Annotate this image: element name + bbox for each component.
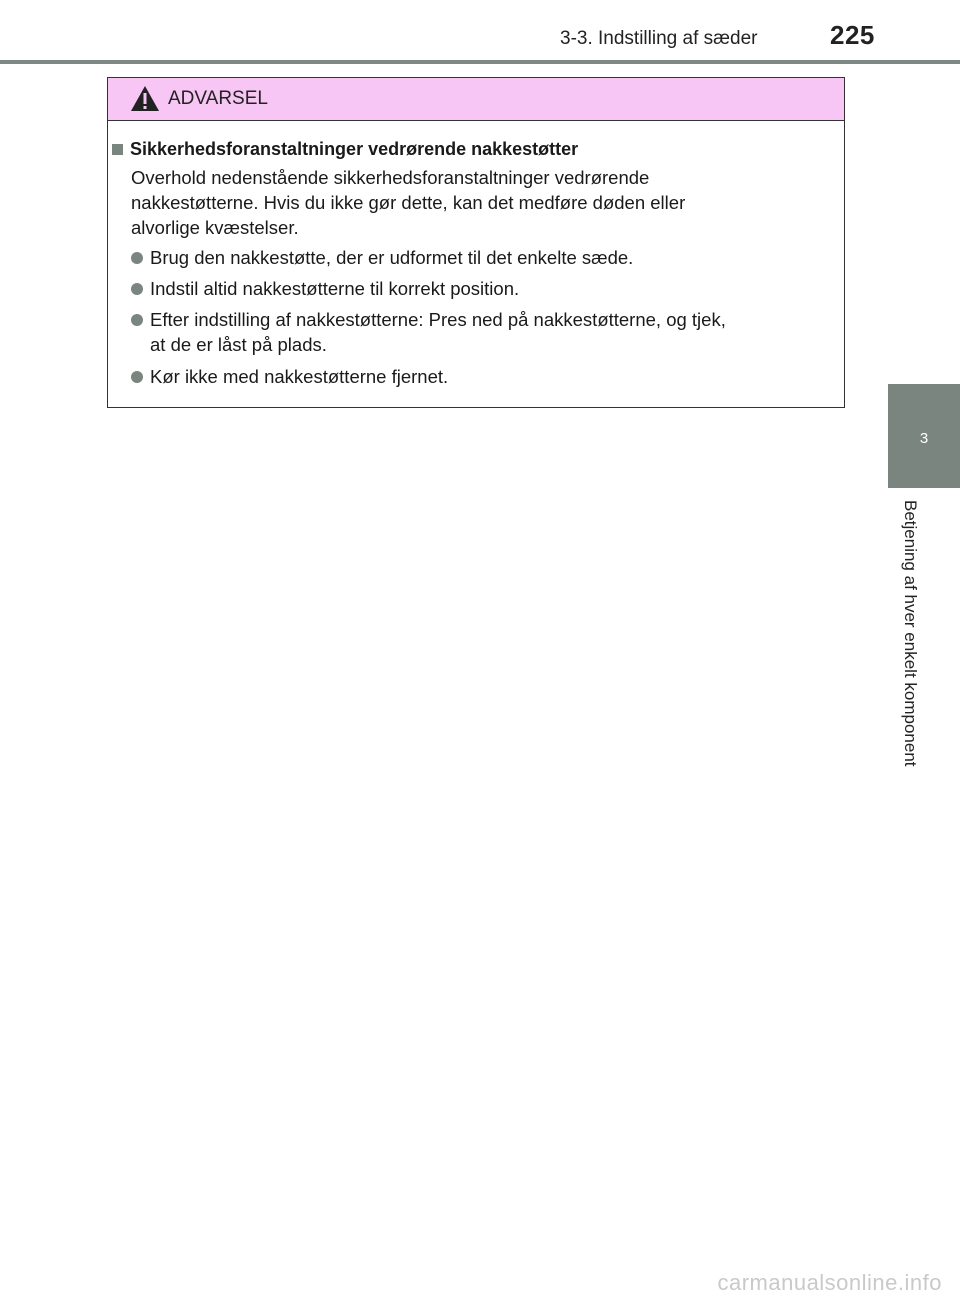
chapter-label: Betjening af hver enkelt komponent xyxy=(901,500,920,767)
bullet-dot-icon xyxy=(131,252,143,264)
list-item xyxy=(131,245,831,270)
warning-triangle-icon xyxy=(130,85,160,112)
warning-header xyxy=(108,78,844,121)
bullet-dot-icon xyxy=(131,371,143,383)
section-heading xyxy=(112,139,578,160)
bullet-dot-icon xyxy=(131,314,143,326)
list-item-text: Brug den nakkestøtte, der er udformet til det enkelte sæde. xyxy=(150,247,634,268)
warning-label: ADVARSEL xyxy=(168,88,268,109)
intro-paragraph: Overhold nedenstående sikkerhedsforanstaltninger vedrørende nakkestøtterne. Hvis du ikke gør dette, kan det medføre døden eller alvorlige kvæstelser. xyxy=(131,167,686,238)
page-number: 225 xyxy=(830,20,875,50)
footer-watermark: carmanualsonline.info xyxy=(717,1270,942,1295)
header-rule xyxy=(0,60,960,64)
list-item xyxy=(131,276,831,301)
chapter-label-area xyxy=(888,490,960,1306)
list-item-text: Efter indstilling af nakkestøtterne: Pres ned på nakkestøtterne, og tjek, at de er låst på plads. xyxy=(150,309,726,355)
section-title: 3-3. Indstilling af sæder xyxy=(560,28,758,49)
list-item-text: Indstil altid nakkestøtterne til korrekt position. xyxy=(150,278,520,299)
list-item xyxy=(131,364,831,389)
list-item xyxy=(131,307,741,357)
chapter-tab xyxy=(888,384,960,488)
list-item-text: Kør ikke med nakkestøtterne fjernet. xyxy=(150,366,449,387)
square-bullet-icon xyxy=(112,144,123,155)
bullet-dot-icon xyxy=(131,283,143,295)
chapter-number: 3 xyxy=(919,430,929,447)
warning-box xyxy=(107,77,845,408)
section-heading-text: Sikkerhedsforanstaltninger vedrørende nakkestøtter xyxy=(130,139,579,159)
